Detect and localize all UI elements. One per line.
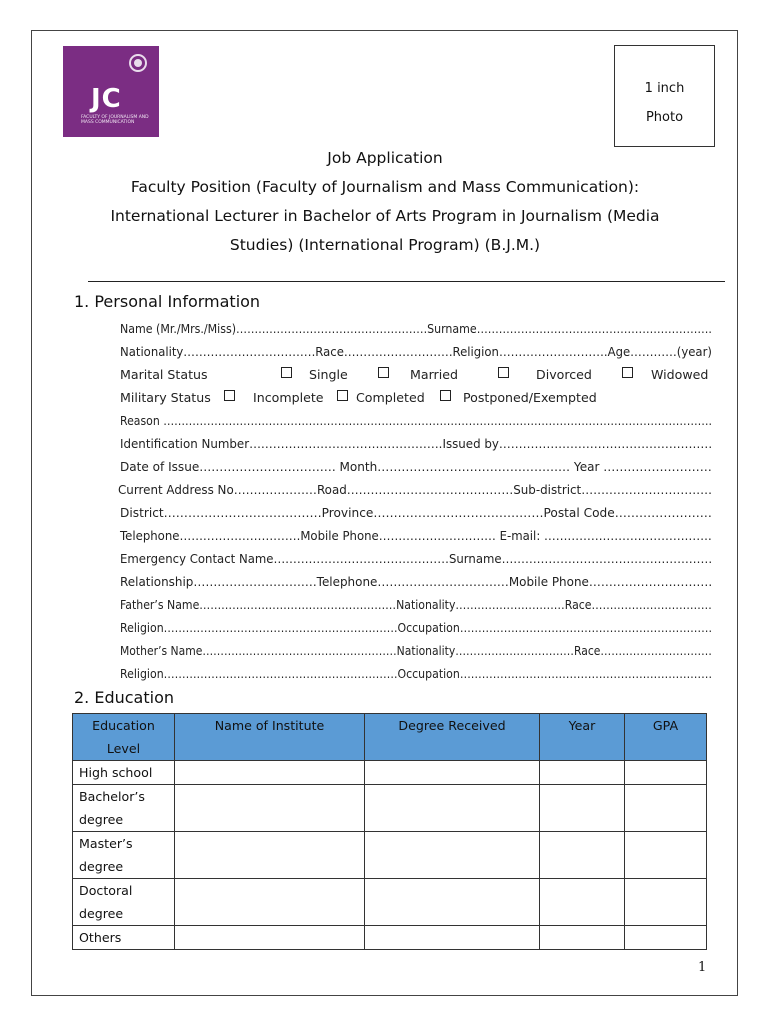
field-identification[interactable]: Identification Number………………………………………….Issued by……………………………………………… [120,436,713,451]
field-father-religion[interactable]: Religion……………………………………………………….Occupation…………………………………………………………… [120,620,713,635]
table-cell[interactable] [175,926,365,950]
table-row [73,761,707,785]
education-table [72,713,707,950]
field-telephone[interactable]: Telephone………………………….Mobile Phone………………………… E-mail: ……………………………………. [120,528,712,543]
page-number: 1 [698,960,707,975]
field-address[interactable]: Current Address No…………………Road……………………………………Sub-district…………………………… [118,482,712,497]
row-label: Doctoral degree [73,879,175,926]
table-cell[interactable] [540,926,625,950]
checkbox-postponed[interactable] [440,390,451,401]
option-married: Married [410,367,458,382]
table-cell[interactable] [365,785,540,832]
option-incomplete: Incomplete [253,390,324,405]
option-divorced: Divorced [536,367,592,382]
col-year: Year [540,714,625,761]
checkbox-single[interactable] [281,367,292,378]
table-cell[interactable] [540,879,625,926]
checkbox-married[interactable] [378,367,389,378]
field-reason[interactable]: Reason ……………………………………………………………………………………………………………………………………. [120,413,712,428]
field-emergency-contact[interactable]: Emergency Contact Name………………………………………Surname……………………………………………… [120,551,713,566]
table-cell[interactable] [175,879,365,926]
col-gpa: GPA [625,714,707,761]
table-cell[interactable] [540,785,625,832]
col-institute: Name of Institute [175,714,365,761]
row-label: Master’s degree [73,832,175,879]
section-personal-heading: 1. Personal Information [74,292,261,311]
checkbox-completed[interactable] [337,390,348,401]
divider [88,281,725,282]
military-status-label: Military Status [120,390,211,405]
table-cell[interactable] [365,832,540,879]
field-district[interactable]: District…………………………………Province……………………………………Postal Code…………………… [120,505,712,520]
checkbox-incomplete[interactable] [224,390,235,401]
faculty-logo [63,46,159,137]
logo-text: JC [91,84,122,114]
table-cell[interactable] [365,761,540,785]
option-single: Single [309,367,348,382]
table-cell[interactable] [625,785,707,832]
row-label: Bachelor’s degree [73,785,175,832]
title-line1: Job Application [327,149,443,167]
field-name[interactable]: Name (Mr./Mrs./Miss)…………………………………………….Surname………………………………………………………. [120,321,712,336]
field-date-of-issue[interactable]: Date of Issue……………………………. Month………………………………………… Year ……………………… [120,459,712,474]
field-nationality[interactable]: Nationality…………………………….Race……………………….Religion……………………….Age…………(year) [120,344,712,359]
option-widowed: Widowed [651,367,709,382]
table-row [73,832,707,879]
marital-status-label: Marital Status [120,367,208,382]
field-mother-religion[interactable]: Religion……………………………………………………….Occupation…………………………………………………………… [120,666,713,681]
university-seal-icon [129,54,147,72]
table-row [73,879,707,926]
logo-subtitle: FACULTY OF JOURNALISM AND MASS COMMUNICATION [81,115,149,125]
table-cell[interactable] [365,879,540,926]
field-father-name[interactable]: Father’s Name………………………………………………Nationality…………………………Race…………………………… [120,597,712,612]
table-cell[interactable] [175,761,365,785]
table-row [73,926,707,950]
table-cell[interactable] [625,879,707,926]
table-cell[interactable] [625,926,707,950]
option-completed: Completed [356,390,425,405]
photo-box [614,45,715,147]
field-relationship[interactable]: Relationship………………………….Telephone……………………………Mobile Phone…………………………. [120,574,713,589]
table-cell[interactable] [625,832,707,879]
photo-box-line2: Photo [645,110,684,125]
table-cell[interactable] [365,926,540,950]
checkbox-widowed[interactable] [622,367,633,378]
table-cell[interactable] [540,832,625,879]
title-line2: Faculty Position (Faculty of Journalism and Mass Communication): [130,178,640,196]
field-mother-name[interactable]: Mother’s Name………………………………………………Nationality……………………………Race…………………………. [120,643,712,658]
row-label: High school [73,761,175,785]
title-line3: International Lecturer in Bachelor of Arts Program in Journalism (Media [110,207,660,225]
table-cell[interactable] [540,761,625,785]
col-education-level: Education Level [73,714,175,761]
table-header-row [73,714,707,761]
table-cell[interactable] [175,832,365,879]
title-line4: Studies) (International Program) (B.J.M.) [229,236,541,254]
checkbox-divorced[interactable] [498,367,509,378]
table-cell[interactable] [175,785,365,832]
row-label: Others [73,926,175,950]
col-degree: Degree Received [365,714,540,761]
table-row [73,785,707,832]
option-postponed: Postponed/Exempted [463,390,597,405]
section-education-heading: 2. Education [74,688,175,707]
table-cell[interactable] [625,761,707,785]
photo-box-line1: 1 inch [644,81,685,96]
